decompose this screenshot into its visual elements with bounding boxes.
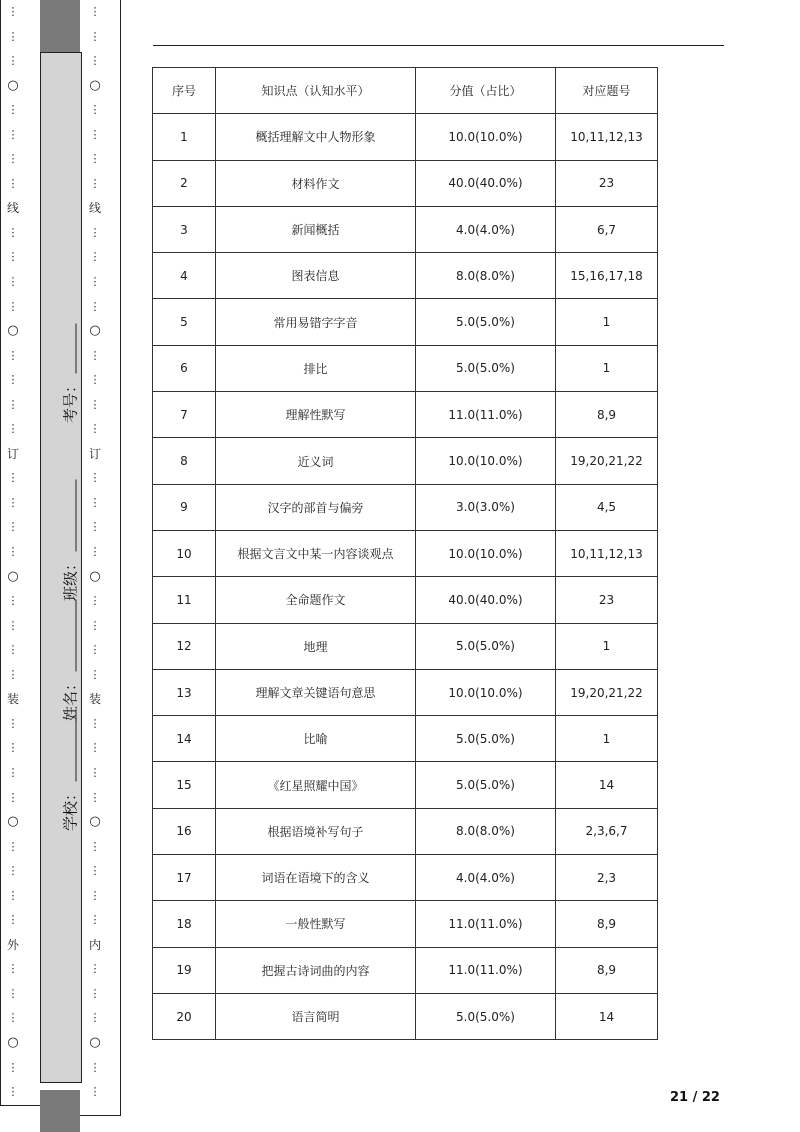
binding-circle-icon: ○ bbox=[89, 323, 101, 339]
row-score: 10.0(10.0%) bbox=[416, 114, 556, 160]
outer-binding-line bbox=[6, 0, 20, 1105]
table-row bbox=[153, 993, 658, 1039]
row-index: 9 bbox=[153, 484, 216, 530]
row-score: 40.0(40.0%) bbox=[416, 577, 556, 623]
binding-dots: ⋮ bbox=[7, 275, 19, 289]
row-knowledge-point: 图表信息 bbox=[216, 253, 416, 299]
binding-dots: ⋮ bbox=[7, 250, 19, 264]
binding-dots: ⋮ bbox=[7, 422, 19, 436]
binding-dots: ⋮ bbox=[89, 422, 101, 436]
row-question-numbers: 8,9 bbox=[556, 392, 658, 438]
class-blank bbox=[66, 480, 77, 552]
row-score: 4.0(4.0%) bbox=[416, 206, 556, 252]
binding-dots: ⋮ bbox=[7, 1011, 19, 1025]
row-question-numbers: 6,7 bbox=[556, 206, 658, 252]
binding-dots: ⋮ bbox=[7, 299, 19, 313]
row-question-numbers: 1 bbox=[556, 623, 658, 669]
binding-dots: ⋮ bbox=[7, 1085, 19, 1099]
binding-inner-bottom bbox=[80, 1115, 121, 1116]
binding-dots: ⋮ bbox=[89, 643, 101, 657]
table-row bbox=[153, 762, 658, 808]
row-question-numbers: 15,16,17,18 bbox=[556, 253, 658, 299]
binding-dots: ⋮ bbox=[7, 667, 19, 681]
binding-dots: ⋮ bbox=[7, 520, 19, 534]
school-blank bbox=[66, 710, 77, 782]
binding-dots: ⋮ bbox=[89, 29, 101, 43]
row-index: 18 bbox=[153, 901, 216, 947]
table-row bbox=[153, 392, 658, 438]
inner-binding-line bbox=[88, 0, 102, 1105]
row-score: 5.0(5.0%) bbox=[416, 716, 556, 762]
row-knowledge-point: 地理 bbox=[216, 623, 416, 669]
binding-dots: ⋮ bbox=[89, 1085, 101, 1099]
row-index: 10 bbox=[153, 530, 216, 576]
table-row bbox=[153, 253, 658, 299]
binding-dots: ⋮ bbox=[7, 495, 19, 509]
binding-inner-border bbox=[120, 0, 121, 1115]
binding-dots: ⋮ bbox=[7, 348, 19, 362]
school-label: 学校： bbox=[61, 786, 80, 832]
row-index: 2 bbox=[153, 160, 216, 206]
row-knowledge-point: 理解性默写 bbox=[216, 392, 416, 438]
row-knowledge-point: 汉字的部首与偏旁 bbox=[216, 484, 416, 530]
row-index: 20 bbox=[153, 993, 216, 1039]
binding-dots: ⋮ bbox=[7, 986, 19, 1000]
table-row bbox=[153, 160, 658, 206]
header-rule bbox=[153, 45, 724, 46]
row-knowledge-point: 比喻 bbox=[216, 716, 416, 762]
row-knowledge-point: 排比 bbox=[216, 345, 416, 391]
row-question-numbers: 10,11,12,13 bbox=[556, 530, 658, 576]
header-knowledge-point: 知识点（认知水平） bbox=[216, 68, 416, 114]
row-knowledge-point: 理解文章关键语句意思 bbox=[216, 669, 416, 715]
binding-outer-border bbox=[0, 0, 1, 1105]
row-knowledge-point: 把握古诗词曲的内容 bbox=[216, 947, 416, 993]
binding-circle-icon: ○ bbox=[7, 568, 19, 584]
binding-dots: ⋮ bbox=[89, 127, 101, 141]
binding-dots: ⋮ bbox=[89, 765, 101, 779]
name-blank bbox=[66, 600, 77, 672]
row-index: 11 bbox=[153, 577, 216, 623]
binding-dots: ⋮ bbox=[89, 667, 101, 681]
row-index: 15 bbox=[153, 762, 216, 808]
row-score: 5.0(5.0%) bbox=[416, 623, 556, 669]
binding-dots: ⋮ bbox=[7, 29, 19, 43]
binding-dots: ⋮ bbox=[7, 913, 19, 927]
row-index: 1 bbox=[153, 114, 216, 160]
binding-dots: ⋮ bbox=[7, 5, 19, 18]
table-row bbox=[153, 438, 658, 484]
row-knowledge-point: 新闻概括 bbox=[216, 206, 416, 252]
binding-label: 线 bbox=[6, 201, 19, 216]
table-row bbox=[153, 206, 658, 252]
row-knowledge-point: 全命题作文 bbox=[216, 577, 416, 623]
row-knowledge-point: 材料作文 bbox=[216, 160, 416, 206]
row-knowledge-point: 词语在语境下的含义 bbox=[216, 855, 416, 901]
row-score: 10.0(10.0%) bbox=[416, 669, 556, 715]
binding-dots: ⋮ bbox=[7, 741, 19, 755]
row-question-numbers: 23 bbox=[556, 577, 658, 623]
row-score: 5.0(5.0%) bbox=[416, 345, 556, 391]
binding-dots: ⋮ bbox=[7, 54, 19, 68]
binding-dots: ⋮ bbox=[89, 5, 101, 18]
binding-dots: ⋮ bbox=[89, 373, 101, 387]
binding-dots: ⋮ bbox=[89, 1060, 101, 1074]
row-index: 12 bbox=[153, 623, 216, 669]
binding-panel-bottom-line bbox=[40, 1082, 82, 1083]
row-question-numbers: 23 bbox=[556, 160, 658, 206]
row-knowledge-point: 根据语境补写句子 bbox=[216, 808, 416, 854]
table-row bbox=[153, 345, 658, 391]
binding-dots: ⋮ bbox=[89, 839, 101, 853]
row-index: 19 bbox=[153, 947, 216, 993]
knowledge-point-table bbox=[152, 67, 658, 1040]
binding-outer-bottom bbox=[0, 1105, 40, 1106]
row-index: 7 bbox=[153, 392, 216, 438]
binding-dots: ⋮ bbox=[7, 1060, 19, 1074]
binding-dots: ⋮ bbox=[89, 545, 101, 559]
binding-dots: ⋮ bbox=[7, 962, 19, 976]
table-header-row bbox=[153, 68, 658, 114]
row-score: 40.0(40.0%) bbox=[416, 160, 556, 206]
binding-dots: ⋮ bbox=[7, 545, 19, 559]
row-index: 16 bbox=[153, 808, 216, 854]
binding-dots: ⋮ bbox=[7, 225, 19, 239]
row-score: 8.0(8.0%) bbox=[416, 253, 556, 299]
row-score: 5.0(5.0%) bbox=[416, 299, 556, 345]
binding-dots: ⋮ bbox=[89, 348, 101, 362]
binding-dots: ⋮ bbox=[89, 913, 101, 927]
binding-circle-icon: ○ bbox=[89, 77, 101, 93]
binding-dots: ⋮ bbox=[89, 299, 101, 313]
binding-dots: ⋮ bbox=[7, 618, 19, 632]
binding-dots: ⋮ bbox=[89, 1011, 101, 1025]
binding-dark-block-bottom bbox=[40, 1090, 80, 1132]
row-question-numbers: 8,9 bbox=[556, 947, 658, 993]
row-question-numbers: 1 bbox=[556, 345, 658, 391]
row-index: 14 bbox=[153, 716, 216, 762]
table-row bbox=[153, 669, 658, 715]
row-knowledge-point: 语言简明 bbox=[216, 993, 416, 1039]
binding-circle-icon: ○ bbox=[7, 1034, 19, 1050]
exam-number-label: 考号： bbox=[61, 378, 80, 424]
row-score: 4.0(4.0%) bbox=[416, 855, 556, 901]
row-index: 4 bbox=[153, 253, 216, 299]
header-score: 分值（占比） bbox=[416, 68, 556, 114]
binding-label: 内 bbox=[88, 937, 101, 952]
row-index: 5 bbox=[153, 299, 216, 345]
binding-dark-block-top bbox=[40, 0, 80, 52]
row-index: 13 bbox=[153, 669, 216, 715]
row-score: 11.0(11.0%) bbox=[416, 901, 556, 947]
row-index: 8 bbox=[153, 438, 216, 484]
row-knowledge-point: 《红星照耀中国》 bbox=[216, 762, 416, 808]
row-question-numbers: 14 bbox=[556, 993, 658, 1039]
table-row bbox=[153, 114, 658, 160]
row-question-numbers: 19,20,21,22 bbox=[556, 438, 658, 484]
binding-dots: ⋮ bbox=[7, 152, 19, 166]
binding-dots: ⋮ bbox=[89, 495, 101, 509]
binding-label: 线 bbox=[88, 201, 101, 216]
binding-dots: ⋮ bbox=[7, 888, 19, 902]
binding-dots: ⋮ bbox=[89, 864, 101, 878]
binding-dots: ⋮ bbox=[89, 225, 101, 239]
header-index: 序号 bbox=[153, 68, 216, 114]
binding-dots: ⋮ bbox=[89, 790, 101, 804]
row-index: 17 bbox=[153, 855, 216, 901]
page-number: 21 / 22 bbox=[670, 1090, 720, 1105]
binding-dots: ⋮ bbox=[7, 790, 19, 804]
binding-dots: ⋮ bbox=[7, 176, 19, 190]
binding-circle-icon: ○ bbox=[89, 568, 101, 584]
row-question-numbers: 19,20,21,22 bbox=[556, 669, 658, 715]
binding-circle-icon: ○ bbox=[7, 814, 19, 830]
binding-dots: ⋮ bbox=[89, 520, 101, 534]
row-knowledge-point: 近义词 bbox=[216, 438, 416, 484]
binding-label: 外 bbox=[6, 937, 19, 952]
binding-label: 订 bbox=[6, 446, 19, 461]
row-score: 3.0(3.0%) bbox=[416, 484, 556, 530]
binding-dots: ⋮ bbox=[89, 152, 101, 166]
row-index: 6 bbox=[153, 345, 216, 391]
row-knowledge-point: 一般性默写 bbox=[216, 901, 416, 947]
row-question-numbers: 2,3,6,7 bbox=[556, 808, 658, 854]
row-question-numbers: 10,11,12,13 bbox=[556, 114, 658, 160]
table-row bbox=[153, 716, 658, 762]
binding-dots: ⋮ bbox=[7, 716, 19, 730]
binding-dots: ⋮ bbox=[89, 103, 101, 117]
table-row bbox=[153, 947, 658, 993]
binding-dots: ⋮ bbox=[89, 962, 101, 976]
row-score: 5.0(5.0%) bbox=[416, 762, 556, 808]
binding-dots: ⋮ bbox=[89, 275, 101, 289]
table-row bbox=[153, 901, 658, 947]
binding-label: 装 bbox=[6, 692, 19, 707]
binding-dots: ⋮ bbox=[89, 986, 101, 1000]
name-label: 姓名： bbox=[61, 676, 80, 722]
binding-dots: ⋮ bbox=[89, 888, 101, 902]
row-question-numbers: 1 bbox=[556, 299, 658, 345]
binding-label: 装 bbox=[88, 692, 101, 707]
table-row bbox=[153, 577, 658, 623]
class-field bbox=[60, 476, 81, 606]
row-score: 10.0(10.0%) bbox=[416, 530, 556, 576]
row-question-numbers: 8,9 bbox=[556, 901, 658, 947]
binding-dots: ⋮ bbox=[89, 471, 101, 485]
table-row bbox=[153, 484, 658, 530]
row-knowledge-point: 概括理解文中人物形象 bbox=[216, 114, 416, 160]
table-row bbox=[153, 530, 658, 576]
binding-dots: ⋮ bbox=[89, 618, 101, 632]
binding-circle-icon: ○ bbox=[89, 1034, 101, 1050]
binding-dots: ⋮ bbox=[89, 741, 101, 755]
school-field bbox=[60, 706, 81, 836]
row-question-numbers: 4,5 bbox=[556, 484, 658, 530]
row-score: 8.0(8.0%) bbox=[416, 808, 556, 854]
binding-circle-icon: ○ bbox=[89, 814, 101, 830]
binding-dots: ⋮ bbox=[7, 373, 19, 387]
binding-dots: ⋮ bbox=[7, 127, 19, 141]
binding-dots: ⋮ bbox=[7, 103, 19, 117]
class-label: 班级： bbox=[61, 556, 80, 602]
binding-dots: ⋮ bbox=[89, 250, 101, 264]
row-index: 3 bbox=[153, 206, 216, 252]
row-knowledge-point: 根据文言文中某一内容谈观点 bbox=[216, 530, 416, 576]
table-row bbox=[153, 808, 658, 854]
row-question-numbers: 14 bbox=[556, 762, 658, 808]
binding-circle-icon: ○ bbox=[7, 323, 19, 339]
binding-dots: ⋮ bbox=[7, 839, 19, 853]
binding-dots: ⋮ bbox=[7, 397, 19, 411]
row-score: 11.0(11.0%) bbox=[416, 392, 556, 438]
binding-dots: ⋮ bbox=[7, 864, 19, 878]
binding-dots: ⋮ bbox=[7, 643, 19, 657]
row-question-numbers: 1 bbox=[556, 716, 658, 762]
table-row bbox=[153, 623, 658, 669]
binding-dots: ⋮ bbox=[89, 54, 101, 68]
binding-label: 订 bbox=[88, 446, 101, 461]
table-row bbox=[153, 299, 658, 345]
binding-dots: ⋮ bbox=[7, 594, 19, 608]
binding-dots: ⋮ bbox=[89, 716, 101, 730]
row-question-numbers: 2,3 bbox=[556, 855, 658, 901]
row-score: 10.0(10.0%) bbox=[416, 438, 556, 484]
exam-number-blank bbox=[66, 324, 77, 374]
binding-dots: ⋮ bbox=[7, 765, 19, 779]
binding-dots: ⋮ bbox=[89, 594, 101, 608]
row-score: 11.0(11.0%) bbox=[416, 947, 556, 993]
row-score: 5.0(5.0%) bbox=[416, 993, 556, 1039]
binding-circle-icon: ○ bbox=[7, 77, 19, 93]
row-knowledge-point: 常用易错字字音 bbox=[216, 299, 416, 345]
table-row bbox=[153, 855, 658, 901]
binding-dots: ⋮ bbox=[7, 471, 19, 485]
binding-dots: ⋮ bbox=[89, 397, 101, 411]
header-question-numbers: 对应题号 bbox=[556, 68, 658, 114]
exam-number-field bbox=[60, 324, 81, 424]
binding-dots: ⋮ bbox=[89, 176, 101, 190]
binding-panel-top-line bbox=[40, 52, 82, 53]
